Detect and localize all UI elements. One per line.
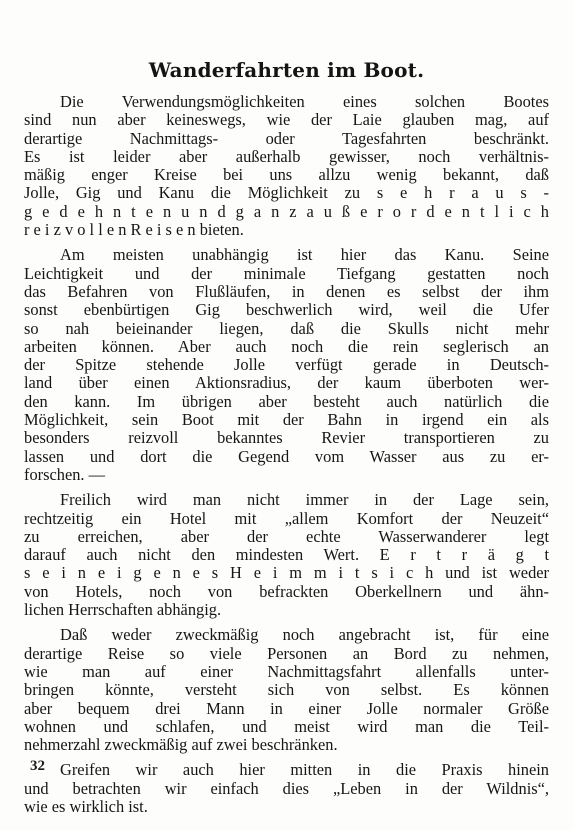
text-line: r e i z v o l l e n R e i s e n bieten. — [24, 220, 244, 240]
text-line: Daß weder zweckmäßig noch angebracht ist, für eine — [60, 625, 549, 645]
text-line: zu erreichen, aber der echte Wasserwanderer legt — [24, 526, 549, 546]
text-line: g e d e h n t e n u n d g a n z a u ß e r o r d e n t l i c h — [24, 201, 549, 221]
text-line: derartige Reise so viele Personen an Bord zu nehmen, — [24, 643, 549, 663]
text-line: derartige Nachmittags- oder Tagesfahrten beschränkt. — [24, 128, 549, 148]
paragraph-2 — [24, 246, 549, 484]
text-line: und betrachten wir einfach dies „Leben in der Wildnis“, — [24, 778, 549, 798]
text-line: aber bequem drei Mann in einer Jolle normaler Größe — [24, 698, 549, 718]
paragraph-1 — [24, 93, 549, 239]
text-line: lassen und dort die Gegend vom Wasser aus zu er- — [24, 446, 549, 466]
text-line: Es ist leider aber außerhalb gewisser, noch verhältnis- — [24, 146, 549, 166]
paragraph-3 — [24, 491, 549, 619]
text-line: Freilich wird man nicht immer in der Lage sein, — [60, 490, 549, 510]
text-line: wie man auf einer Nachmittagsfahrt allenfalls unter- — [24, 661, 549, 681]
text-line: Die Verwendungsmöglichkeiten eines solchen Bootes — [60, 92, 549, 111]
text-line: Möglichkeit, sein Boot mit der Bahn in irgend ein als — [24, 410, 549, 430]
text-line: wohnen und schlafen, und meist wird man die Teil- — [24, 716, 549, 736]
chapter-title: Wanderfahrten im Boot. — [148, 58, 425, 82]
text-line: das Befahren von Flußläufen, in denen es selbst der ihm — [24, 281, 549, 301]
text-line: wie es wirklich ist. — [24, 796, 148, 816]
text-line: lichen Herrschaften abhängig. — [24, 600, 222, 620]
text-line: darauf auch nicht den mindesten Wert. E r t r ä g t — [24, 545, 549, 565]
page-number: 32 — [30, 758, 45, 774]
text-line: sonst ebenbürtigen Gig beschwerlich wird, weil die Ufer — [24, 300, 549, 320]
text-line: besonders reizvoll bekanntes Revier transportieren zu — [24, 428, 549, 448]
text-line: der Spitze stehende Jolle verfügt gerade in Deutsch- — [24, 355, 549, 375]
paragraph-5 — [24, 761, 549, 816]
text-line: land über einen Aktionsradius, der kaum überboten wer- — [24, 373, 549, 393]
text-line: forschen. — — [24, 464, 106, 484]
body-text — [24, 93, 549, 823]
text-line: so nah beieinander liegen, daß die Skulls nicht mehr — [24, 318, 549, 338]
text-line: arbeiten können. Aber auch noch die rein seglerisch an — [24, 336, 549, 356]
text-line: den kann. Im übrigen aber besteht auch natürlich die — [24, 391, 549, 411]
text-line: sind nun aber keineswegs, wie der Laie glauben mag, auf — [24, 110, 549, 130]
text-line: Am meisten unabhängig ist hier das Kanu. Seine — [60, 245, 549, 265]
text-line: nehmerzahl zweckmäßig auf zwei beschränken. — [24, 735, 338, 755]
text-line: mäßig enger Kreise bei uns allzu wenig bekannt, daß — [24, 165, 549, 185]
paragraph-4 — [24, 626, 549, 754]
text-line: Leichtigkeit und der minimale Tiefgang gestatten noch — [24, 263, 549, 283]
text-line: s e i n e i g e n e s H e i m m i t s i c h und ist weder — [24, 563, 549, 583]
text-line: bringen könnte, versteht sich von selbst. Es können — [24, 680, 549, 700]
text-line: von Hotels, noch von befrackten Oberkellnern und ähn- — [24, 581, 549, 601]
text-line: rechtzeitig ein Hotel mit „allem Komfort der Neuzeit“ — [24, 508, 549, 528]
text-line: Greifen wir auch hier mitten in die Praxis hinein — [60, 760, 549, 780]
text-line: Jolle, Gig und Kanu die Möglichkeit zu s e h r a u s - — [24, 183, 549, 203]
